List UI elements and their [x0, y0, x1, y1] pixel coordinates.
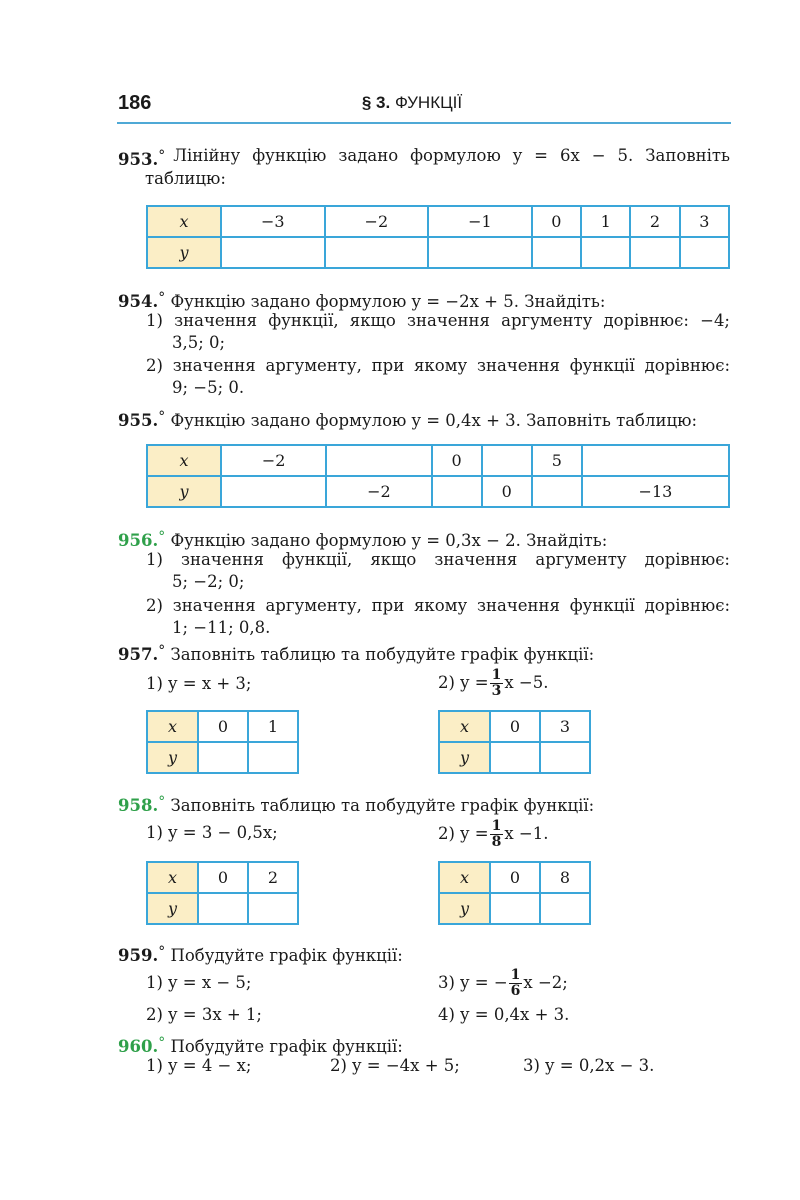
x-cell: 1 — [248, 711, 298, 742]
ex959-func3: 3) y = − $\frac{1}{6}$ x −2; — [438, 967, 568, 999]
fraction: $\frac{1}{6}$ — [510, 967, 521, 999]
ex953-x-cell: 1 — [581, 206, 630, 237]
ex955-y-cell — [432, 476, 482, 507]
ex953-x-cell: −3 — [221, 206, 325, 237]
section-name: ФУНКЦІЇ — [394, 93, 463, 112]
y-header: y — [147, 237, 221, 268]
x-header: x — [147, 862, 198, 893]
x-header: x — [147, 711, 198, 742]
ex955-x-cell — [482, 445, 532, 476]
ex957-func1: 1) y = x + 3; — [146, 674, 252, 693]
ex956-item2-cont: 1; −11; 0,8. — [172, 618, 271, 637]
ex954-item2: 2) значення аргументу, при якому значення функції дорівнює: — [146, 356, 730, 375]
ex957-number: 957.° — [118, 643, 166, 664]
y-cell — [490, 742, 540, 773]
ex953-y-cell — [630, 237, 679, 268]
ex956-item1-cont: 5; −2; 0; — [172, 572, 245, 591]
x-cell: 0 — [198, 711, 248, 742]
ex955-y-cell — [532, 476, 582, 507]
ex959-func2: 2) y = 3x + 1; — [146, 1005, 262, 1024]
x-header: x — [147, 206, 221, 237]
ex958-func1: 1) y = 3 − 0,5x; — [146, 823, 278, 842]
x-cell: 0 — [490, 862, 540, 893]
y-cell — [198, 893, 248, 924]
ex953-x-cell: 3 — [680, 206, 729, 237]
x-header: x — [147, 445, 221, 476]
y-header: y — [147, 893, 198, 924]
ex955-intro: 955.° Функцію задано формулою y = 0,4x + 3. Заповніть таблицю: — [118, 409, 698, 430]
fraction: $\frac{1}{3}$ — [491, 667, 502, 699]
ex953-y-cell — [428, 237, 532, 268]
ex954-number: 954.° — [118, 290, 166, 311]
ex953-y-row — [147, 237, 729, 268]
section-title — [0, 93, 800, 113]
ex955-x-cell — [326, 445, 431, 476]
ex958-func2: 2) y = $\frac{1}{8}$ x −1. — [438, 818, 549, 850]
ex957-func2: 2) y = $\frac{1}{3}$ x −5. — [438, 667, 549, 699]
ex956-intro: 956.° Функцію задано формулою y = 0,3x − 2. Знайдіть: — [118, 529, 608, 550]
y-cell — [540, 742, 590, 773]
ex958-number: 958.° — [118, 794, 166, 815]
ex955-x-cell: −2 — [221, 445, 326, 476]
ex960-func3: 3) y = 0,2x − 3. — [523, 1056, 655, 1075]
ex955-number: 955.° — [118, 409, 166, 430]
ex953-x-row — [147, 206, 729, 237]
ex957-table2 — [438, 710, 591, 774]
ex960-number: 960.° — [118, 1035, 166, 1056]
ex954-intro: 954.° Функцію задано формулою y = −2x + 5. Знайдіть: — [118, 290, 606, 311]
ex954-item1-cont: 3,5; 0; — [172, 333, 226, 352]
ex953-y-cell — [325, 237, 429, 268]
ex953-y-cell — [581, 237, 630, 268]
ex953-x-cell: 2 — [630, 206, 679, 237]
ex955-y-cell: −13 — [582, 476, 729, 507]
header-rule — [117, 122, 731, 124]
y-cell — [490, 893, 540, 924]
ex955-y-row — [147, 476, 729, 507]
ex957-intro: 957.° Заповніть таблицю та побудуйте графік функції: — [118, 643, 595, 664]
y-cell — [248, 893, 298, 924]
ex953-y-cell — [680, 237, 729, 268]
ex953-x-cell: −2 — [325, 206, 429, 237]
y-header: y — [147, 742, 198, 773]
ex958-table2 — [438, 861, 591, 925]
y-cell — [540, 893, 590, 924]
x-header: x — [439, 862, 490, 893]
x-cell: 3 — [540, 711, 590, 742]
ex953-table — [146, 205, 730, 269]
ex958-intro: 958.° Заповніть таблицю та побудуйте графік функції: — [118, 794, 595, 815]
ex959-func1: 1) y = x − 5; — [146, 973, 252, 992]
x-cell: 8 — [540, 862, 590, 893]
x-cell: 2 — [248, 862, 298, 893]
ex955-x-cell: 0 — [432, 445, 482, 476]
ex955-x-cell — [582, 445, 729, 476]
ex959-func4: 4) y = 0,4x + 3. — [438, 1005, 570, 1024]
ex953-x-cell: −1 — [428, 206, 532, 237]
ex953-y-cell — [532, 237, 581, 268]
ex960-func1: 1) y = 4 − x; — [146, 1056, 252, 1075]
ex953-number: 953.° — [118, 148, 166, 169]
ex955-y-cell: −2 — [326, 476, 431, 507]
x-cell: 0 — [198, 862, 248, 893]
y-cell — [198, 742, 248, 773]
ex956-number: 956.° — [118, 529, 166, 550]
ex955-y-cell: 0 — [482, 476, 532, 507]
ex955-y-cell — [221, 476, 326, 507]
ex955-x-cell: 5 — [532, 445, 582, 476]
y-header: y — [439, 742, 490, 773]
x-header: x — [439, 711, 490, 742]
ex957-table1 — [146, 710, 299, 774]
ex955-x-row — [147, 445, 729, 476]
fraction: $\frac{1}{8}$ — [491, 818, 502, 850]
x-cell: 0 — [490, 711, 540, 742]
ex955-table — [146, 444, 730, 508]
ex953-y-cell — [221, 237, 325, 268]
ex959-intro: 959.° Побудуйте графік функції: — [118, 944, 403, 965]
ex956-item2: 2) значення аргументу, при якому значення функції дорівнює: — [146, 596, 730, 615]
ex953-x-cell: 0 — [532, 206, 581, 237]
ex959-number: 959.° — [118, 944, 166, 965]
y-header: y — [147, 476, 221, 507]
ex960-func2: 2) y = −4x + 5; — [330, 1056, 460, 1075]
ex958-table1 — [146, 861, 299, 925]
ex956-item1: 1) значення функції, якщо значення аргументу дорівнює: — [146, 550, 730, 569]
y-cell — [248, 742, 298, 773]
page-number: 186 — [118, 92, 152, 114]
y-header: y — [439, 893, 490, 924]
ex954-item1: 1) значення функції, якщо значення аргументу дорівнює: −4; — [146, 311, 730, 330]
section-mark: § 3. — [361, 93, 391, 112]
ex953-line2: таблицю: — [145, 169, 226, 188]
ex960-intro: 960.° Побудуйте графік функції: — [118, 1035, 403, 1056]
ex954-item2-cont: 9; −5; 0. — [172, 378, 245, 397]
ex953-text: Лінійну функцію задано формулою y = 6x − 5. Заповніть — [173, 146, 730, 165]
